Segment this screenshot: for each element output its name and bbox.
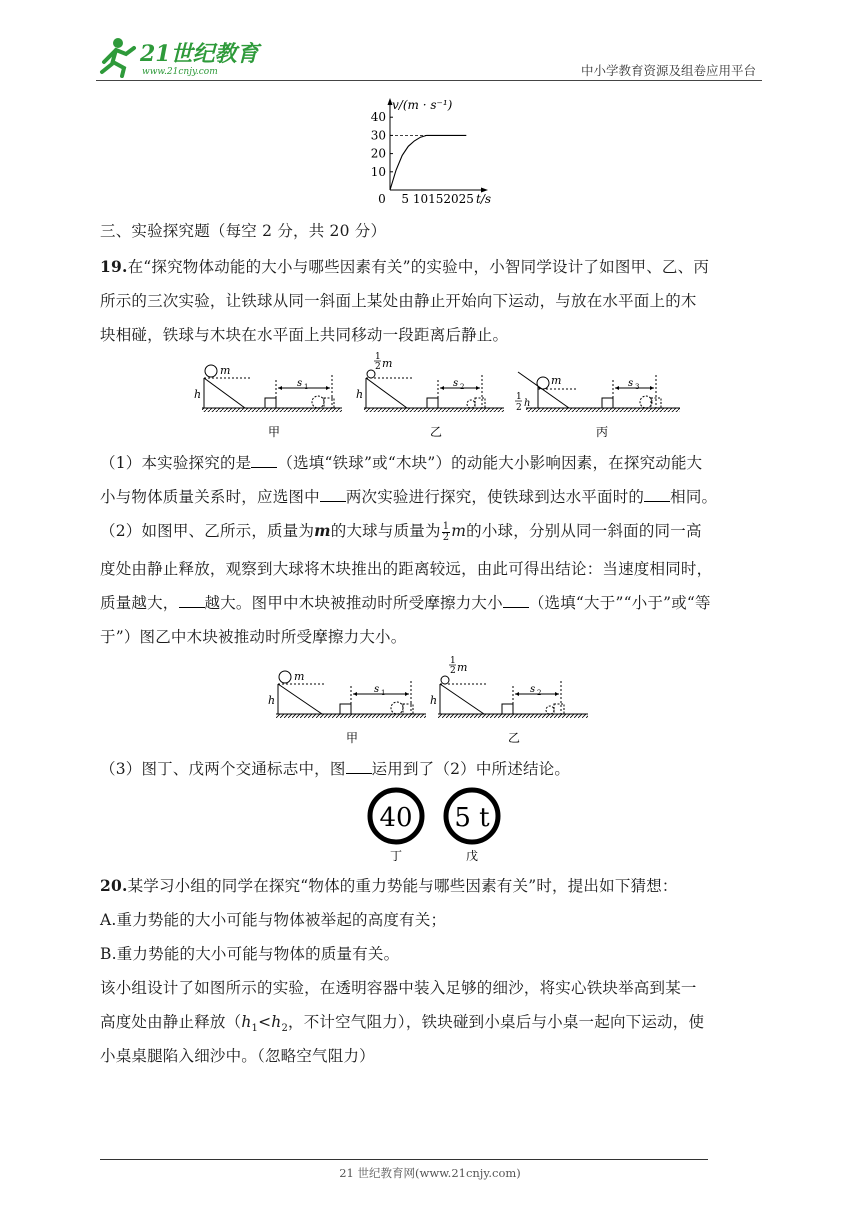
svg-text:1: 1 [450, 656, 456, 666]
footer-text: 21 世纪教育网(www.21cnjy.com) [339, 1166, 521, 1180]
fig1-yi [356, 352, 504, 439]
svg-text:m: m [551, 374, 562, 387]
svg-text:甲: 甲 [268, 425, 281, 439]
svg-text:2: 2 [460, 383, 465, 391]
x-tick-label: 0 [378, 192, 386, 206]
svg-text:h: h [356, 388, 364, 401]
svg-text:丁: 丁 [389, 849, 403, 863]
svg-text:www.21cnjy.com: www.21cnjy.com [142, 67, 218, 77]
q19-line-2: 所示的三次实验，让铁球从同一斜面上某处由静止开始向下运动，与放在水平面上的木 [100, 292, 697, 310]
q19-part3-line: （3）图丁、戊两个交通标志中，图 运用到了（2）中所述结论。 [100, 760, 571, 778]
svg-text:1: 1 [375, 352, 381, 362]
svg-text:40: 40 [379, 803, 413, 833]
svg-text:2: 2 [516, 403, 522, 413]
traffic-signs [360, 786, 510, 866]
x-tick-label: 15 [428, 192, 444, 206]
svg-text:2: 2 [450, 666, 456, 676]
svg-text:s: s [530, 684, 536, 695]
x-tick-label: 20 [443, 192, 459, 206]
header-platform-text: 中小学教育资源及组卷应用平台 [580, 63, 756, 78]
fig2-jia [268, 670, 426, 745]
svg-text:1: 1 [304, 383, 309, 391]
q19-part2-line1: （2）如图甲、乙所示，质量为m的大球与质量为 $\frac{1}{2}$ m的小球，分别从同一斜面的同一高 [100, 520, 702, 543]
answer-blank[interactable] [503, 593, 529, 608]
svg-text:h: h [194, 388, 202, 401]
header-divider [96, 80, 762, 81]
experiment-figure-1 [190, 350, 680, 442]
y-tick-label: 10 [370, 164, 386, 179]
svg-text:h: h [430, 694, 438, 707]
x-tick-label: 5 [401, 192, 410, 206]
q20-line-5: 高度处由静止释放（$h_1<h_2$，不计空气阻力），铁块碰到小桌后与小桌一起向下运动，使 [100, 1013, 705, 1035]
answer-blank[interactable] [251, 453, 277, 468]
svg-text:5 t: 5 t [454, 803, 490, 833]
svg-text:乙: 乙 [508, 731, 521, 745]
q19-part2-line2: 度处由静止释放，观察到大球将木块推出的距离较远，由此可得出结论：当速度相同时， [100, 560, 713, 578]
section-title: 三、实验探究题（每空 2 分，共 20 分） [100, 222, 387, 240]
svg-text:1: 1 [381, 689, 386, 697]
q19-part2-line3: 质量越大， 越大。图甲中木块被推动时所受摩擦力大小 （选填“大于”“小于”或“等 [100, 594, 711, 612]
svg-text:乙: 乙 [430, 425, 443, 439]
svg-text:3: 3 [635, 383, 640, 391]
answer-blank[interactable] [644, 487, 670, 502]
graph-ylabel: v/(m · s⁻¹) [392, 98, 453, 112]
svg-text:m: m [457, 661, 468, 674]
svg-text:s: s [628, 378, 634, 389]
svg-text:h: h [524, 398, 531, 409]
sign-weight-limit [446, 790, 498, 863]
y-tick-label: 30 [370, 128, 386, 143]
vt-graph [360, 96, 510, 208]
svg-text:1: 1 [516, 392, 522, 402]
graph-xlabel: t/s [476, 192, 492, 206]
y-tick-label: 20 [370, 146, 386, 161]
svg-text:甲: 甲 [346, 731, 359, 745]
site-logo [96, 34, 266, 80]
q20-line-4: 该小组设计了如图所示的实验，在透明容器中装入足够的细沙，将实心铁块举高到某一 [100, 979, 697, 997]
q20-line-3: B.重力势能的大小可能与物体的质量有关。 [100, 945, 400, 963]
experiment-figure-2 [264, 654, 594, 746]
q19-part1-line2: 小与物体质量关系时，应选图中 两次实验进行探究，使铁球到达水平面时的 相同。 [100, 488, 718, 506]
svg-text:s: s [297, 378, 303, 389]
svg-text:21世纪教育: 21世纪教育 [140, 41, 259, 67]
x-tick-label: 25 [458, 192, 474, 206]
q19-line-3: 块相碰，铁球与木块在水平面上共同移动一段距离后静止。 [100, 326, 509, 344]
x-tick-label: 10 [412, 192, 429, 206]
svg-text:s: s [453, 378, 459, 389]
fig1-bing [515, 372, 680, 439]
answer-blank[interactable] [346, 759, 372, 774]
svg-text:h: h [268, 694, 276, 707]
sign-speed-limit [370, 790, 422, 863]
svg-text:m: m [220, 364, 231, 377]
q19-part2-line4: 于”）图乙中木块被推动时所受摩擦力大小。 [100, 628, 407, 646]
svg-text:m: m [382, 357, 393, 370]
q19-part1-line1: （1）本实验探究的是 （选填“铁球”或“木块”）的动能大小影响因素，在探究动能大 [100, 454, 703, 472]
svg-text:2: 2 [375, 362, 381, 372]
fig1-jia [194, 364, 342, 439]
svg-text:戊: 戊 [465, 849, 479, 863]
svg-text:丙: 丙 [596, 425, 609, 439]
q20-line-2: A.重力势能的大小可能与物体被举起的高度有关； [100, 911, 447, 929]
svg-text:2: 2 [537, 689, 542, 697]
svg-text:s: s [374, 684, 380, 695]
q19-line-1: 19.在“探究物体动能的大小与哪些因素有关”的实验中，小智同学设计了如图甲、乙、丙 [100, 257, 710, 276]
q20-line-1: 20.某学习小组的同学在探究“物体的重力势能与哪些因素有关”时，提出如下猜想： [100, 876, 678, 895]
graph-x-ticks [378, 192, 474, 206]
answer-blank[interactable] [320, 487, 346, 502]
svg-text:m: m [294, 670, 305, 683]
q20-line-6: 小桌桌腿陷入细沙中。（忽略空气阻力） [100, 1047, 375, 1065]
y-tick-label: 40 [370, 110, 386, 125]
answer-blank[interactable] [179, 593, 205, 608]
fig2-yi [430, 656, 588, 745]
runner-logo-icon [96, 34, 266, 80]
graph-curve [390, 135, 466, 190]
footer-divider [100, 1159, 708, 1160]
